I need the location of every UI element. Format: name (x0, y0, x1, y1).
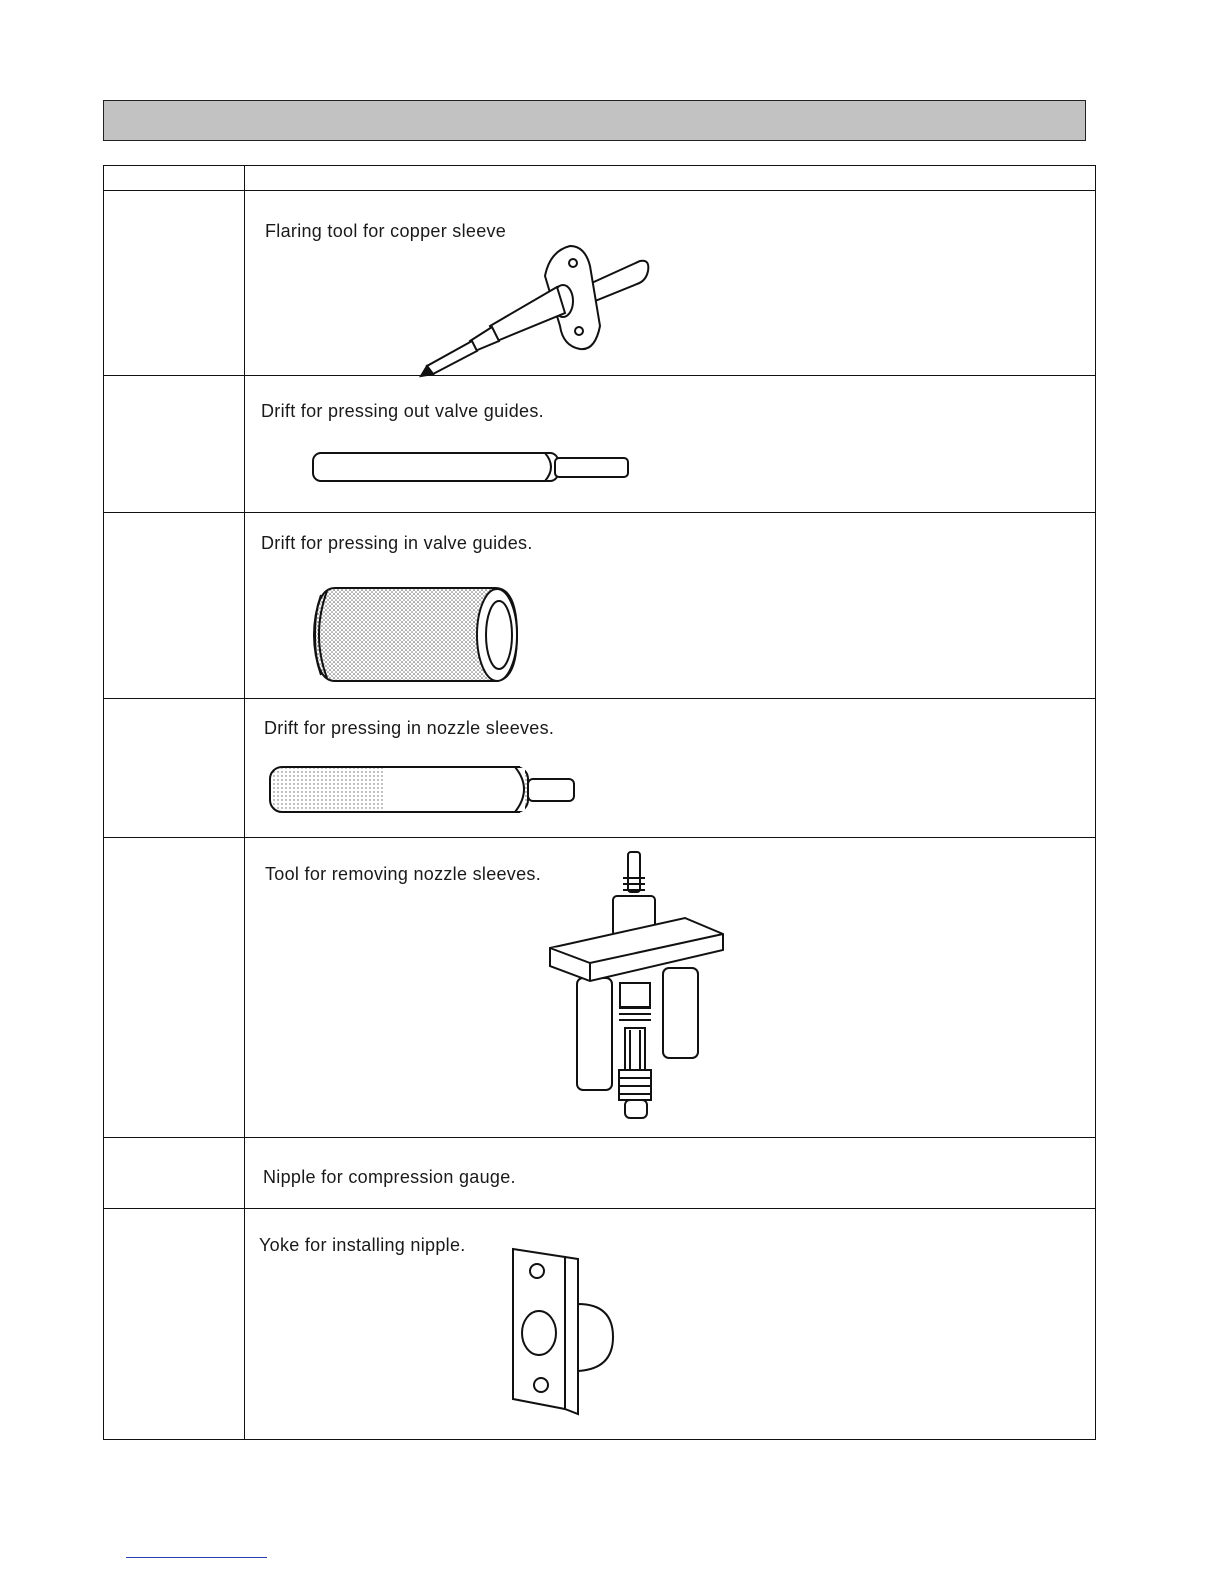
table-header-row (104, 166, 1096, 191)
nozzle-puller-icon (245, 838, 1096, 1137)
tool-label: Yoke for installing nipple. (259, 1235, 466, 1255)
tool-number-cell (104, 376, 245, 513)
tool-number-cell (104, 699, 245, 838)
drift-in-icon (245, 513, 1096, 698)
footer-link-underline (126, 1557, 267, 1558)
tool-number-cell (104, 838, 245, 1138)
table-row (104, 1138, 1096, 1209)
yoke-icon (245, 1209, 1096, 1439)
section-banner (103, 100, 1086, 141)
table-row (104, 699, 1096, 838)
table-row (104, 191, 1096, 376)
tool-number-cell (104, 191, 245, 376)
header-cell-number (104, 166, 245, 191)
table-row (104, 838, 1096, 1138)
nozzle-drift-icon (245, 699, 1096, 837)
table-row (104, 1209, 1096, 1440)
table-row (104, 513, 1096, 699)
flaring-tool-icon (245, 191, 1096, 375)
tool-label: Drift for pressing out valve guides. (261, 401, 544, 421)
drift-out-icon (245, 376, 1096, 512)
header-cell-description (245, 166, 1096, 191)
tool-label: Drift for pressing in nozzle sleeves. (264, 718, 555, 738)
tool-label: Nipple for compression gauge. (263, 1167, 516, 1187)
tool-label: Tool for removing nozzle sleeves. (265, 864, 542, 884)
tool-number-cell (104, 1209, 245, 1440)
tool-label: Flaring tool for copper sleeve (265, 221, 507, 241)
tool-number-cell (104, 1138, 245, 1209)
tool-number-cell (104, 513, 245, 699)
table-row (104, 376, 1096, 513)
tool-label: Drift for pressing in valve guides. (261, 533, 533, 553)
tools-table (103, 165, 1096, 1440)
